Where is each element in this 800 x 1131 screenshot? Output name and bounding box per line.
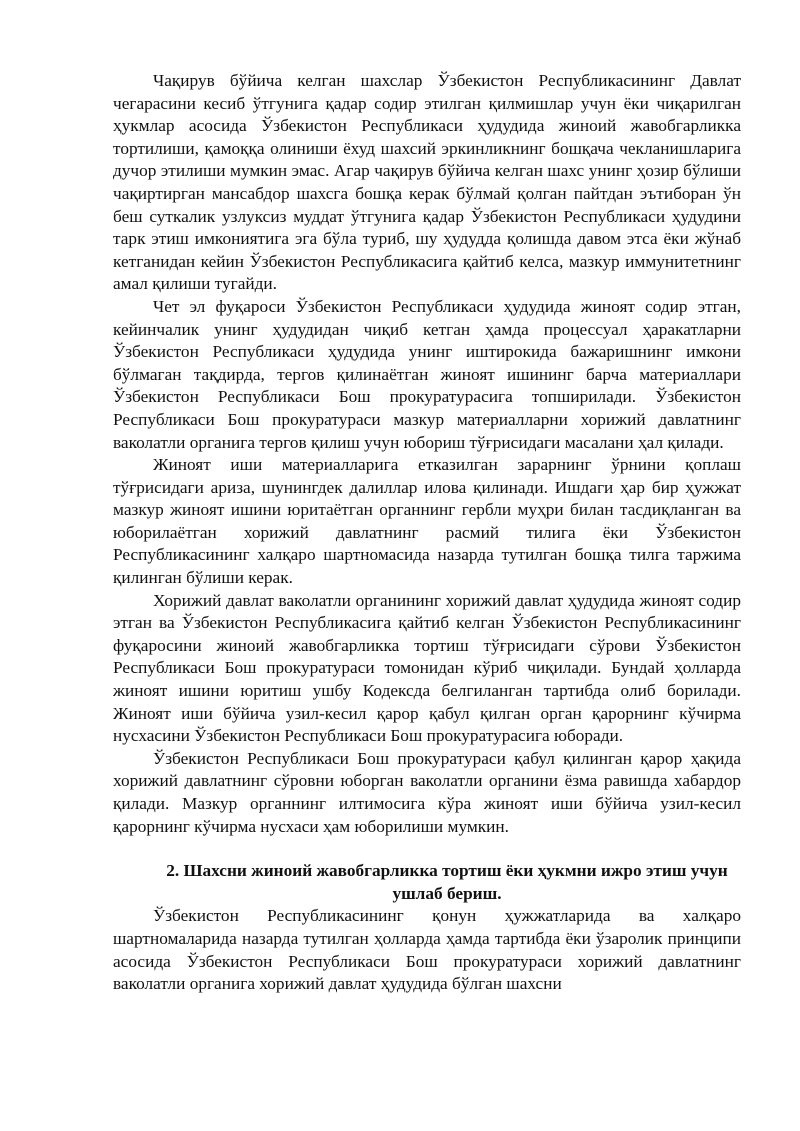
paragraph-case-materials: Жиноят иши материалларига етказилган зарарнинг ўрнини қоплаш тўғрисидаги ариза, шунингдек далиллар илова қилинади. Ишдаги ҳар бир ҳужжат мазкур жиноят ишини юритаётган органнинг гербли муҳри билан тасдиқланган ва юборилаётган хорижий давлатнинг расмий тилига ёки Ўзбекистон Республикасининг халқаро шартномасида назарда тутилган бошқа тилга таржима қилинган бўлиши керак. — [113, 455, 741, 588]
paragraph-foreign-request: Хорижий давлат ваколатли органининг хорижий давлат ҳудудида жиноят содир этган ва Ўзбекистон Республикасига қайтиб келган Ўзбекистон Республикасининг фуқаросини жиноий жавобгарликка тортиш тўғрисидаги сўрови Ўзбекистон Республикаси Бош прокуратураси томонидан кўриб чиқилади. Бундай ҳолларда жиноят ишини юритиш ушбу Кодексда белгиланган тартибда олиб борилади. Жиноят иши бўйича узил-кесил қарор қабул қилган орган қарорнинг кўчирма нусхасини Ўзбекистон Республикаси Бош прокуратурасига юборади. — [113, 590, 741, 746]
paragraph-summons-immunity: Чақирув бўйича келган шахслар Ўзбекистон Республикасининг Давлат чегарасини кесиб ўтгунига қадар содир этилган қилмишлар учун ёки чиқарилган ҳукмлар асосида Ўзбекистон Республикаси ҳудудида жиноий жавобгарликка тортилиши, қамоққа олиниши ёхуд шахсий эркинликнинг бошқача чекланишларига дучор этилиши мумкин эмас. Агар чақирув бўйича келган шахс унинг ҳозир бўлиши чақиртирган мансабдор шахсга бошқа керак бўлмай қолган пайтдан эътиборан ўн беш суткалик узлуксиз муддат ўтгунига қадар Ўзбекистон Республикаси ҳудудини тарк этиш имкониятига эга бўла туриб, шу ҳудудда қолишда давом этса ёки жўнаб кетганидан кейин Ўзбекистон Республикасига қайтиб келса, мазкур иммунитетнинг амал қилиши тугайди. — [113, 71, 741, 294]
section-heading: 2. Шахсни жиноий жавобгарликка тортиш ёки ҳукмни ижро этиш учун ушлаб бериш. — [166, 861, 728, 903]
paragraph-notification: Ўзбекистон Республикаси Бош прокуратураси қабул қилинган қарор ҳақида хорижий давлатнинг сўровни юборган ваколатли органини ёзма равишда хабардор қилади. Мазкур органнинг илтимосига кўра жиноят иши бўйича узил-кесил қарорнинг кўчирма нусхаси ҳам юборилиши мумкин. — [113, 748, 741, 836]
paragraph-extradition: Ўзбекистон Республикасининг қонун ҳужжатларида ва халқаро шартномаларида назарда тутилган ҳолларда ҳамда тартибда ёки ўзаролик принципи асосида Ўзбекистон Республикаси Бош прокуратураси хорижий давлатнинг ваколатли органига хорижий давлат ҳудудида бўлган шахсни — [113, 906, 741, 994]
document-page — [113, 70, 741, 996]
paragraph-foreign-citizen-crime: Чет эл фуқароси Ўзбекистон Республикаси ҳудудида жиноят содир этган, кейинчалик унинг ҳудудидан чиқиб кетган ҳамда процессуал ҳаракатларни Ўзбекистон Республикаси ҳудудида унинг иштирокида бажаришнинг имкони бўлмаган тақдирда, тергов қилинаётган жиноят ишининг барча материаллари Ўзбекистон Республикаси Бош прокуратурасига топширилади. Ўзбекистон Республикаси Бош прокуратураси мазкур материалларни хорижий давлатнинг ваколатли органига тергов қилиш учун юбориш тўғрисидаги масалани ҳал қилади. — [113, 296, 741, 452]
